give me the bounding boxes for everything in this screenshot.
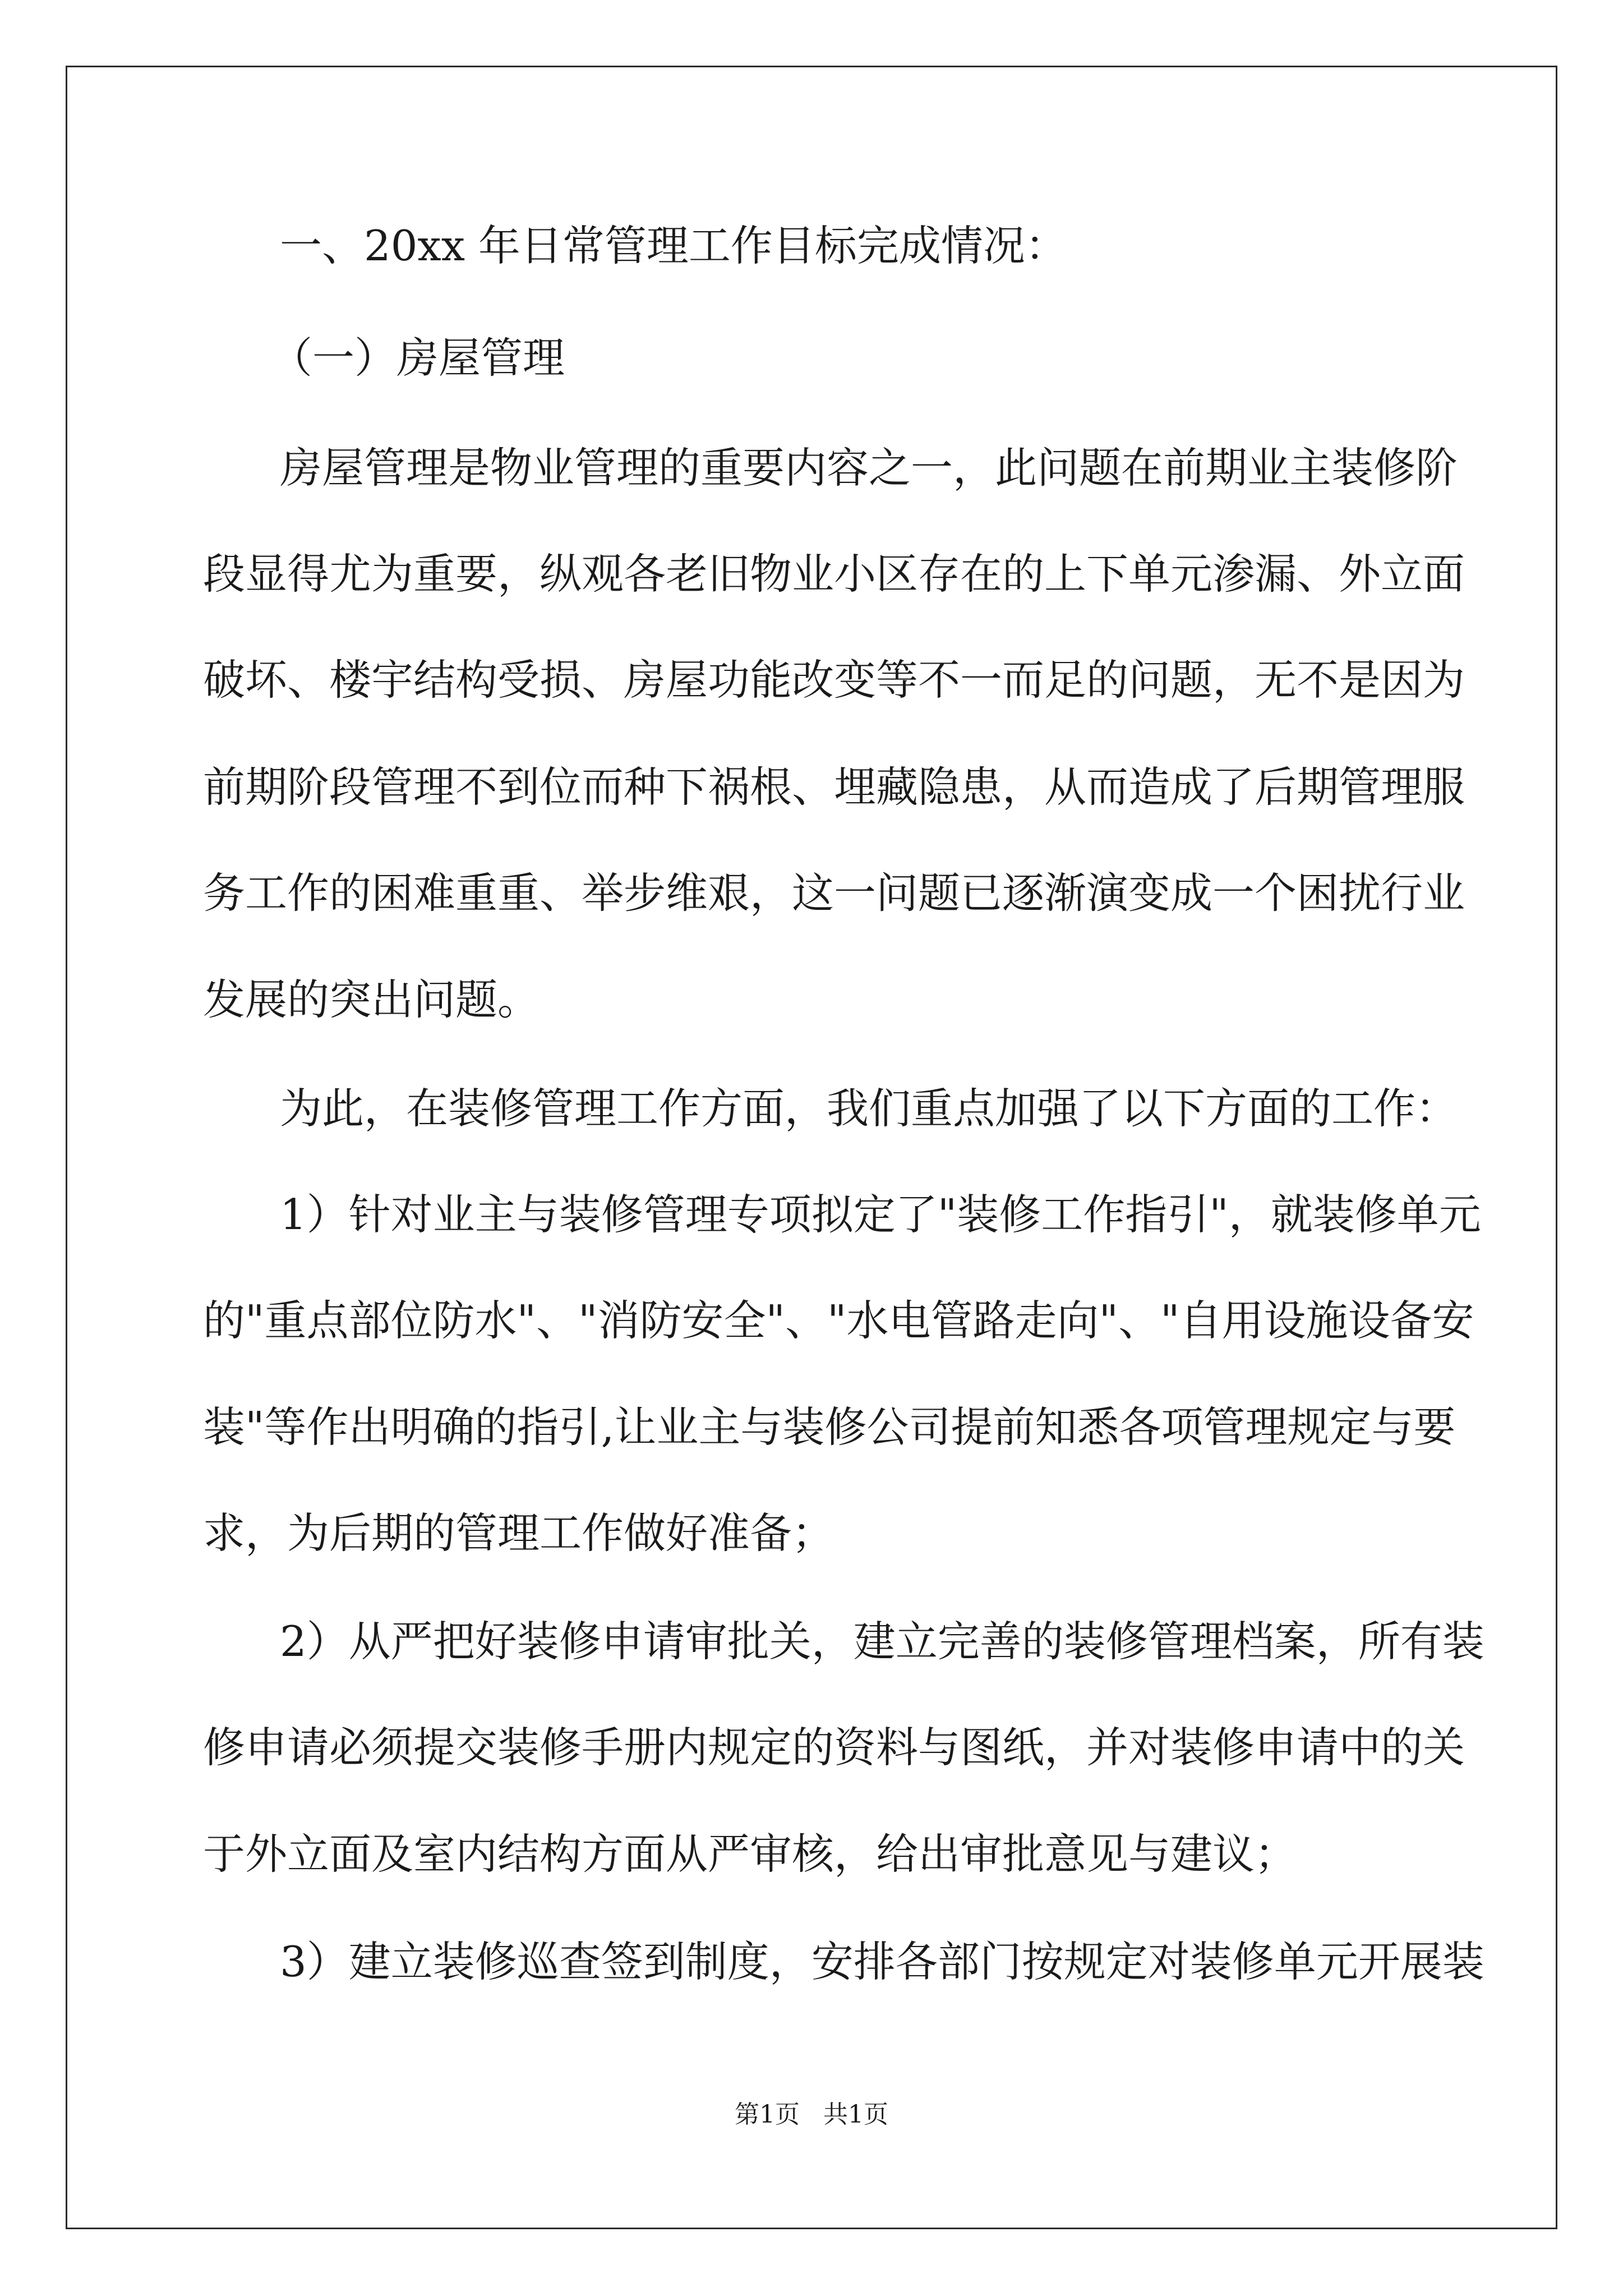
page-border [66, 66, 1557, 2229]
paragraph-line: 2）从严把好装修申请审批关，建立完善的装修管理档案，所有装 [280, 1617, 1484, 1666]
paragraph-line: 于外立面及室内结构方面从严审核，给出审批意见与建议； [203, 1829, 1297, 1879]
paragraph-line: 的"重点部位防水"、"消防安全"、"水电管路走向"、"自用设施设备安 [203, 1296, 1474, 1345]
paragraph-line: 求，为后期的管理工作做好准备； [203, 1508, 834, 1558]
paragraph-line: 前期阶段管理不到位而种下祸根、埋藏隐患，从而造成了后期管理服 [203, 762, 1465, 812]
paragraph-line: 装"等作出明确的指引,让业主与装修公司提前知悉各项管理规定与要 [203, 1402, 1456, 1452]
paragraph-line: 务工作的困难重重、举步维艰，这一问题已逐渐演变成一个困扰行业 [203, 868, 1465, 918]
paragraph-line: 修申请必须提交装修手册内规定的资料与图纸，并对装修申请中的关 [203, 1723, 1465, 1772]
page-footer: 第1页 共1页 [735, 2100, 888, 2129]
paragraph-line: 房屋管理是物业管理的重要内容之一，此问题在前期业主装修阶 [280, 443, 1458, 493]
paragraph-line: 段显得尤为重要，纵观各老旧物业小区存在的上下单元渗漏、外立面 [203, 549, 1465, 599]
paragraph-line: 3）建立装修巡查签到制度，安排各部门按规定对装修单元开展装 [280, 1937, 1484, 1986]
paragraph-line: 为此，在装修管理工作方面，我们重点加强了以下方面的工作： [280, 1084, 1458, 1133]
paragraph-line: 1）针对业主与装修管理专项拟定了"装修工作指引"，就装修单元 [280, 1190, 1481, 1239]
paragraph-line: 发展的突出问题。 [203, 975, 540, 1024]
section-heading: 一、20xx 年日常管理工作目标完成情况： [280, 221, 1067, 270]
subsection-heading: （一）房屋管理 [270, 333, 565, 383]
paragraph-line: 破坏、楼宇结构受损、房屋功能改变等不一而足的问题，无不是因为 [203, 655, 1465, 705]
